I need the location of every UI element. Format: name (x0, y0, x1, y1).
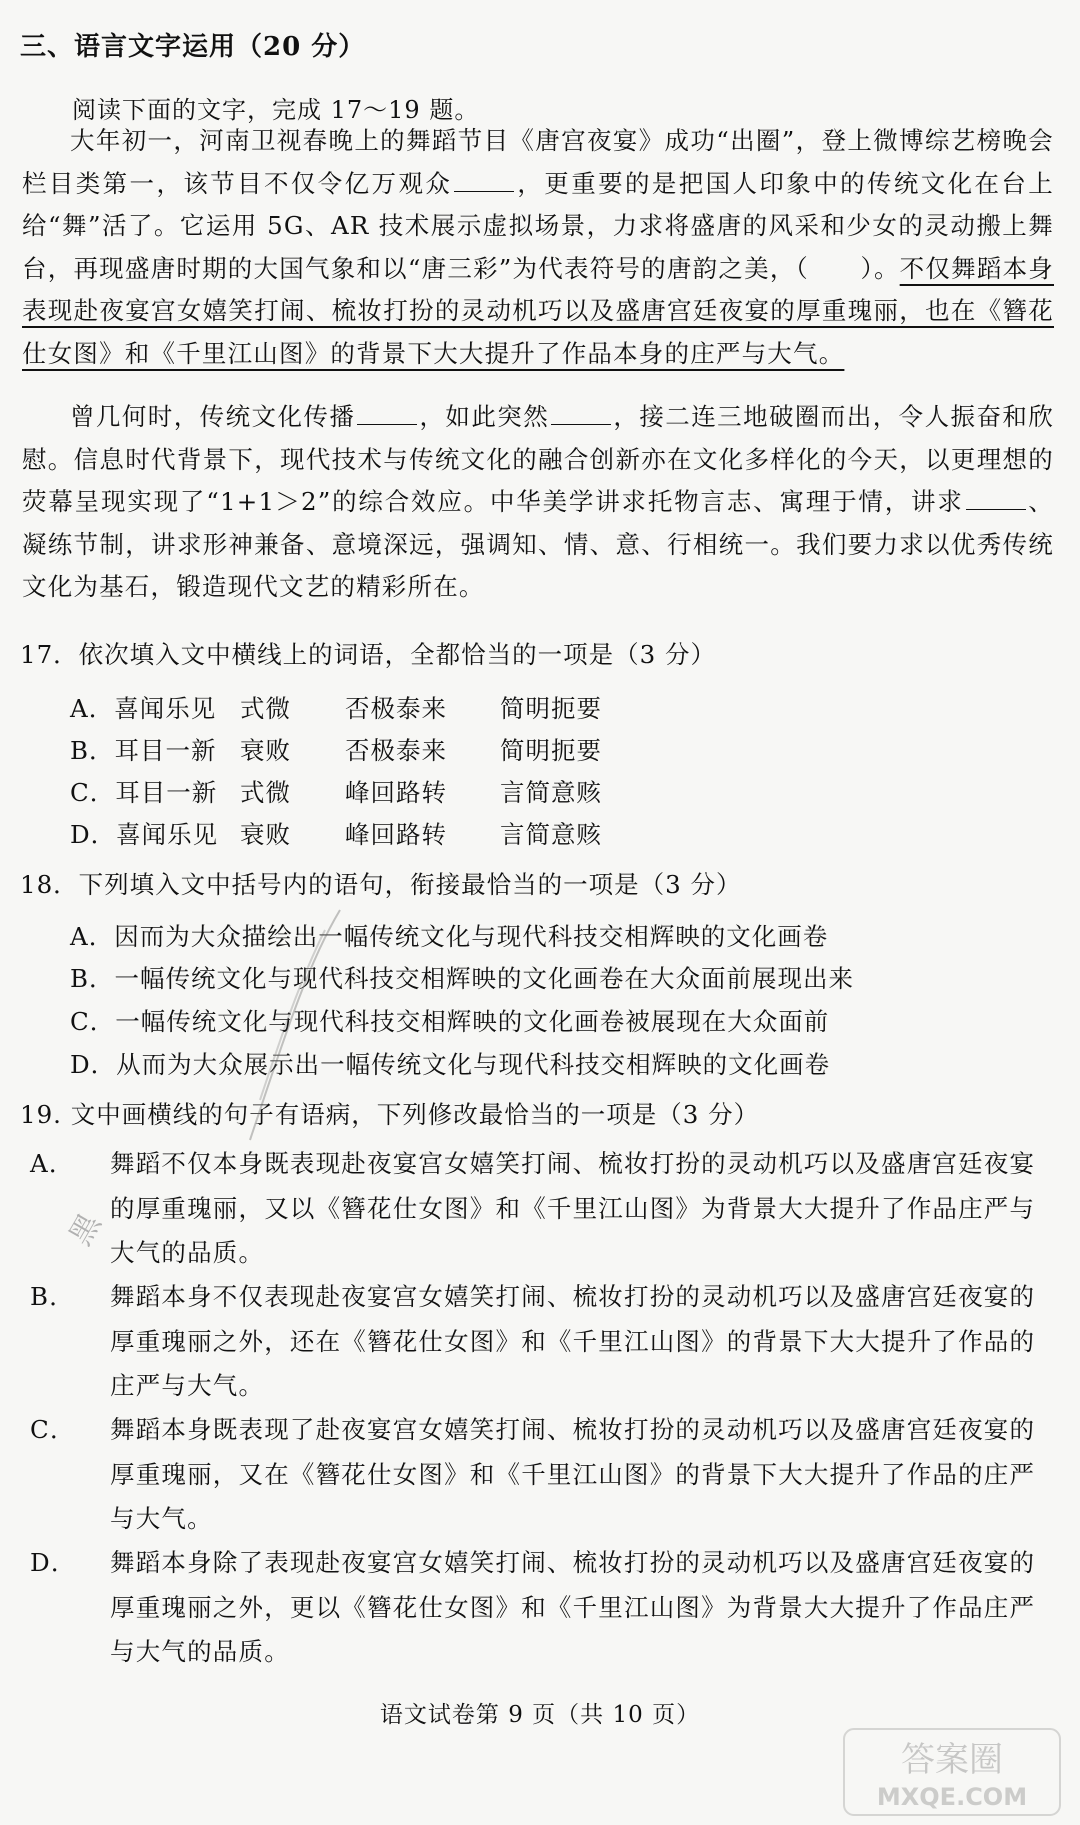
fill-blank-4 (966, 489, 1026, 510)
option-word: 言简意赅 (500, 820, 602, 849)
question-19-option-d (30, 1541, 1055, 1675)
passage-p1-text-b: ，更重要的是把国人印象中的传统文化在台上给“舞”活了。它运用 5G、AR 技术展示虚拟场景，力求将盛唐的风采和少女的灵动搬上舞台，再现盛唐时期的大国气象和以“唐三彩”为代表符号的唐韵之美，（ ）。 (22, 168, 1055, 283)
option-text: 舞蹈不仅本身既表现赴夜宴宫女嬉笑打闹、梳妆打扮的灵动机巧以及盛唐宫廷夜宴的厚重瑰丽，又以《簪花仕女图》和《千里江山图》为背景大大提升了作品庄严与大气的品质。 (110, 1149, 1036, 1267)
watermark-url: MXQE.COM (876, 1783, 1028, 1811)
option-word: 峰回路转 (345, 820, 447, 849)
option-letter: D． (30, 1548, 77, 1577)
question-18-option-c: C．一幅传统文化与现代科技交相辉映的文化画卷被展现在大众面前 (70, 1007, 830, 1036)
option-text: 舞蹈本身既表现了赴夜宴宫女嬉笑打闹、梳妆打扮的灵动机巧以及盛唐宫廷夜宴的厚重瑰丽，又在《簪花仕女图》和《千里江山图》的背景下大大提升了作品的庄严与大气。 (110, 1415, 1036, 1533)
option-word: 否极泰来 (345, 694, 447, 723)
option-letter: C． (30, 1415, 76, 1444)
option-word: 否极泰来 (345, 736, 447, 765)
question-18-option-d: D．从而为大众展示出一幅传统文化与现代科技交相辉映的文化画卷 (70, 1050, 831, 1079)
stamp-mark: 黑 (62, 1208, 109, 1252)
underlined-sentence: 不仅舞蹈本身表现赴夜宴宫女嬉笑打闹、梳妆打扮的灵动机巧以及盛唐宫廷夜宴的厚重瑰丽，也在《簪花仕女图》和《千里江山图》的背景下大大提升了作品本身的庄严与大气。 (22, 253, 1054, 368)
passage-p2-text-b: ，如此突然 (419, 402, 550, 431)
stamp-scribble (230, 900, 360, 1160)
option-word: C．耳目一新 (70, 778, 218, 807)
option-word: 简明扼要 (500, 694, 602, 723)
question-19-option-a (30, 1142, 1055, 1276)
fill-blank-3 (551, 404, 611, 425)
option-letter: B． (30, 1282, 75, 1311)
question-17-stem: 17．依次填入文中横线上的词语，全都恰当的一项是（3 分） (20, 640, 717, 669)
option-word: 衰败 (240, 736, 291, 765)
question-18-stem: 18．下列填入文中括号内的语句，衔接最恰当的一项是（3 分） (20, 870, 742, 899)
option-word: 峰回路转 (345, 778, 447, 807)
fill-blank-1 (454, 171, 514, 192)
option-word: 式微 (240, 778, 291, 807)
question-18-option-a: A．因而为大众描绘出一幅传统文化与现代科技交相辉映的文化画卷 (70, 922, 829, 951)
watermark-logo-text: 答案圈 (901, 1740, 1003, 1780)
option-word: D．喜闻乐见 (70, 820, 219, 849)
option-word: 式微 (240, 694, 291, 723)
question-19-stem: 19. 文中画横线的句子有语病，下列修改最恰当的一项是（3 分） (20, 1100, 760, 1129)
watermark-logo (842, 1727, 1062, 1817)
passage-p1-text-a: 大年初一，河南卫视春晚上的舞蹈节目《唐宫夜宴》成功“出圈”，登上微博综艺榜晚会栏目类第一，该节目不仅令亿万观众 (22, 126, 1054, 198)
page-footer: 语文试卷第 9 页（共 10 页） (379, 1702, 701, 1728)
option-word: 言简意赅 (500, 778, 602, 807)
option-word: B．耳目一新 (70, 736, 217, 765)
question-18-option-b: B．一幅传统文化与现代科技交相辉映的文化画卷在大众面前展现出来 (70, 964, 855, 993)
question-19-option-b (30, 1275, 1055, 1409)
reading-instruction: 阅读下面的文字，完成 17～19 题。 (72, 96, 480, 124)
option-word: A．喜闻乐见 (70, 694, 217, 723)
passage-p2-text-a: 曾几何时，传统文化传播 (70, 402, 356, 431)
question-17-option-a (70, 690, 602, 725)
section-title: 三、语言文字运用（20 分） (20, 32, 366, 62)
question-17-option-b (70, 732, 602, 767)
option-text: 舞蹈本身不仅表现赴夜宴宫女嬉笑打闹、梳妆打扮的灵动机巧以及盛唐宫廷夜宴的厚重瑰丽之外，还在《簪花仕女图》和《千里江山图》的背景下大大提升了作品的庄严与大气。 (110, 1282, 1036, 1400)
passage-p2-text-d: 、凝练节制，讲求形神兼备、意境深远，强调知、情、意、行相统一。我们要力求以优秀传统文化为基石，锻造现代文艺的精彩所在。 (22, 487, 1054, 601)
question-17-option-c (70, 774, 602, 809)
fill-blank-2 (357, 404, 417, 425)
passage-paragraph-1 (22, 120, 1054, 375)
option-word: 简明扼要 (500, 736, 602, 765)
option-text: 舞蹈本身除了表现赴夜宴宫女嬉笑打闹、梳妆打扮的灵动机巧以及盛唐宫廷夜宴的厚重瑰丽之外，更以《簪花仕女图》和《千里江山图》为背景大大提升了作品庄严与大气的品质。 (110, 1548, 1036, 1666)
question-17-option-d (70, 816, 602, 851)
question-19-option-c (30, 1408, 1055, 1542)
passage-p2-text-c: ，接二连三地破圈而出，令人振奋和欣慰。信息时代背景下，现代技术与传统文化的融合创新亦在文化多样化的今天，以更理想的荧幕呈现实现了“1+1＞2”的综合效应。中华美学讲求托物言志、寓理于情，讲求 (22, 402, 1055, 516)
option-letter: A． (30, 1149, 75, 1178)
option-word: 衰败 (240, 820, 291, 849)
passage-paragraph-2 (22, 396, 1054, 609)
